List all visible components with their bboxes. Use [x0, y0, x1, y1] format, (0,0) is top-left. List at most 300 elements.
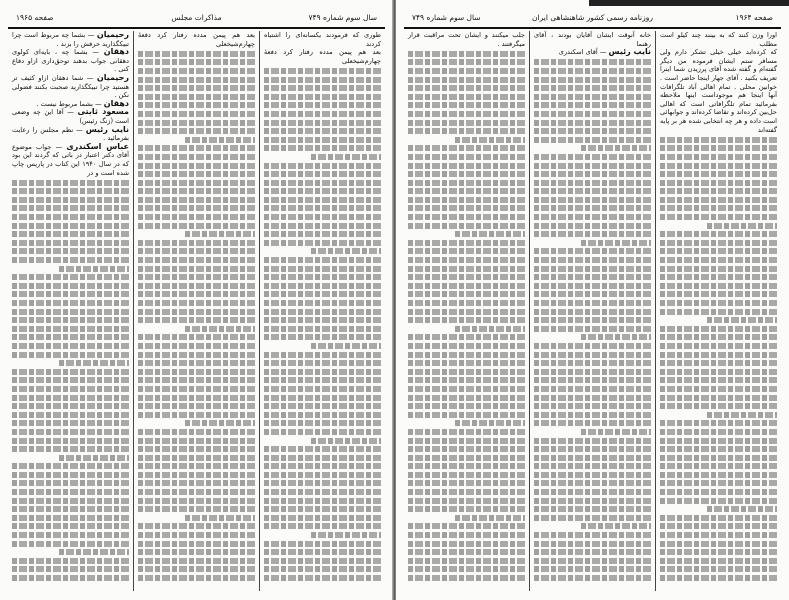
illegible-text-line: [12, 205, 129, 211]
illegible-text-line: [264, 317, 381, 323]
illegible-text-line: [534, 120, 651, 126]
illegible-text-line: [707, 317, 777, 323]
illegible-text-line: [408, 309, 525, 315]
illegible-text-line: [264, 403, 381, 409]
illegible-text-line: [264, 85, 381, 91]
illegible-text-line: [408, 94, 525, 100]
illegible-text-line: [408, 257, 525, 263]
header-rule: [8, 27, 385, 29]
illegible-text-line: [138, 412, 255, 418]
illegible-text-line: [408, 369, 525, 375]
columns: [8, 31, 385, 591]
illegible-text-line: [264, 369, 381, 375]
illegible-text-line: [660, 446, 777, 452]
illegible-text-line: [660, 352, 777, 358]
paragraph-text: نظم مجلس را رعایت بفرمائید .: [12, 125, 129, 143]
illegible-text-line: [264, 197, 381, 203]
illegible-text-line: [581, 429, 651, 435]
illegible-text-line: [12, 214, 129, 220]
illegible-text-line: [138, 532, 255, 538]
illegible-text-line: [408, 403, 525, 409]
illegible-text-line: [408, 291, 525, 297]
illegible-text-line: [408, 532, 525, 538]
illegible-text-line: [660, 523, 777, 529]
illegible-text-line: [660, 180, 777, 186]
illegible-text-line: [660, 214, 777, 220]
illegible-text-line: [138, 566, 255, 572]
illegible-text-line: [12, 420, 129, 426]
illegible-text-line: [408, 412, 525, 418]
paragraph-text: آقای اسکندری: [558, 48, 598, 57]
illegible-text-line: [138, 317, 255, 323]
columns: [404, 31, 781, 591]
illegible-text-line: [408, 111, 525, 117]
illegible-text-line: [12, 532, 129, 538]
paragraph: نایب رئیس — نظم مجلس را رعایت بفرمائید .: [12, 124, 129, 143]
illegible-text-line: [12, 223, 129, 229]
illegible-text-line: [408, 343, 525, 349]
illegible-text-line: [264, 575, 381, 581]
illegible-text-line: [660, 532, 777, 538]
illegible-text-line: [138, 506, 255, 512]
illegible-text-line: [12, 489, 129, 495]
speaker-name: دهقان: [103, 98, 129, 108]
illegible-text-line: [12, 240, 129, 246]
illegible-text-line: [12, 412, 129, 418]
text-column: [8, 31, 133, 591]
illegible-text-line: [534, 154, 651, 160]
illegible-text-line: [264, 377, 381, 383]
illegible-text-line: [12, 575, 129, 581]
text-column: [259, 31, 385, 591]
illegible-text-line: [534, 506, 651, 512]
illegible-text-line: [264, 163, 381, 169]
illegible-text-line: [264, 480, 381, 486]
illegible-text-line: [660, 248, 777, 254]
illegible-text-line: [138, 205, 255, 211]
illegible-text-line: [311, 532, 381, 538]
illegible-text-line: [12, 343, 129, 349]
illegible-text-line: [264, 420, 381, 426]
speaker-name: عباس اسکندری: [66, 141, 129, 151]
illegible-text-line: [138, 360, 255, 366]
illegible-text-line: [534, 248, 651, 254]
illegible-text-line: [660, 480, 777, 486]
illegible-text-line: [455, 326, 525, 332]
illegible-text-line: [138, 489, 255, 495]
illegible-text-line: [138, 395, 255, 401]
illegible-text-line: [408, 128, 525, 134]
illegible-text-line: [138, 223, 255, 229]
illegible-text-line: [455, 137, 525, 143]
illegible-text-line: [408, 541, 525, 547]
illegible-text-line: [138, 51, 255, 57]
illegible-text-line: [660, 566, 777, 572]
text-column: [133, 31, 259, 591]
illegible-text-line: [264, 515, 381, 521]
illegible-text-line: [264, 541, 381, 547]
page-number: صفحه ۱۹۶۵: [16, 13, 54, 22]
illegible-text-line: [138, 266, 255, 272]
illegible-text-line: [660, 463, 777, 469]
illegible-text-line: [12, 515, 129, 521]
illegible-text-line: [264, 68, 381, 74]
illegible-text-line: [138, 111, 255, 117]
illegible-text-line: [660, 386, 777, 392]
illegible-text-line: [660, 326, 777, 332]
illegible-text-line: [264, 137, 381, 143]
illegible-text-line: [660, 283, 777, 289]
illegible-text-line: [311, 438, 381, 444]
illegible-text-line: [707, 412, 777, 418]
illegible-text-line: [408, 223, 525, 229]
paragraph: رحیمیان — بشما چه مربوط است چرا تبیکگذارید حرفش را بزند .: [12, 30, 129, 48]
illegible-text-line: [534, 412, 651, 418]
illegible-text-line: [707, 223, 777, 229]
illegible-text-line: [534, 214, 651, 220]
paragraph-text: اورا وزن کنند که به بینند چند کیلو است مطلب: [660, 31, 777, 48]
illegible-text-line: [534, 188, 651, 194]
illegible-text-line: [408, 283, 525, 289]
text-column: [655, 31, 781, 591]
illegible-text-line: [264, 506, 381, 512]
illegible-text-line: [138, 438, 255, 444]
illegible-text-line: [138, 541, 255, 547]
illegible-text-line: [264, 326, 381, 332]
paragraph-text: بعد هم پیمن مدده رفتار کرد دفعهٔ چهارم‌شیخعلی: [138, 31, 255, 48]
illegible-text-line: [138, 558, 255, 564]
paragraph-text: که کرده‌اید خیلی خیلی تشکر دارم ولی مسافر ستم ایشان فرموده من دیگر گفته‌ام و گفته شده آقای پرزیدن شما اینرا تعریف بکنید . آقای جهار اینجا حاضر است . خوانین محلی . تمام اهالی آباد تلگرافات آنها اینجا هم موجوداست اینها ملاحظه بفرمائید تمام تلگرافاتی است که اهالی حل‌بین کرده‌اند و تقاضا کرده‌اند و جوابهائی است داده و هر چه انتخابی شده هر بر پایه گفته‌اند: [660, 48, 777, 134]
illegible-text-line: [660, 291, 777, 297]
illegible-text-line: [534, 575, 651, 581]
illegible-text-line: [660, 171, 777, 177]
speaker-name: نایب رئیس: [608, 47, 651, 57]
illegible-text-line: [534, 205, 651, 211]
speaker-name: مسعود ثابتی: [77, 107, 129, 117]
illegible-text-line: [660, 343, 777, 349]
illegible-text-line: [408, 429, 525, 435]
page-header: [404, 11, 781, 25]
illegible-text-line: [660, 438, 777, 444]
text-column: [529, 31, 655, 591]
left-page: [0, 0, 393, 600]
illegible-text-line: [138, 446, 255, 452]
illegible-text-line: [264, 566, 381, 572]
illegible-text-line: [138, 549, 255, 555]
illegible-text-line: [408, 566, 525, 572]
illegible-text-line: [455, 515, 525, 521]
illegible-text-line: [534, 352, 651, 358]
illegible-text-line: [534, 180, 651, 186]
illegible-text-line: [12, 463, 129, 469]
illegible-text-line: [660, 558, 777, 564]
illegible-text-line: [264, 386, 381, 392]
illegible-text-line: [660, 137, 777, 143]
header-rule: [404, 27, 781, 29]
illegible-text-line: [660, 309, 777, 315]
illegible-text-line: [138, 334, 255, 340]
illegible-text-line: [264, 463, 381, 469]
illegible-text-line: [534, 455, 651, 461]
illegible-text-line: [408, 154, 525, 160]
illegible-text-line: [534, 377, 651, 383]
illegible-text-line: [138, 120, 255, 126]
illegible-text-line: [534, 274, 651, 280]
illegible-text-line: [59, 360, 129, 366]
paragraph: رحیمیان — شما دهقان ازاو کثیف تر هستید چرا تبیکگذارید صحبت بکنند فضولی نکن .: [12, 72, 129, 100]
paragraph-text: بشما چه ، بایه‌ای کولوی دهقانی جواب بدهند توحق‌داری ازاو دفاع کنی .: [12, 48, 129, 74]
illegible-text-line: [264, 231, 381, 237]
illegible-text-line: [660, 240, 777, 246]
paragraph-text: جواب موضوع آقای دکتر اعتبار در باتی که گردند این بود که در سال ۱۹۴۰ این کتاب در پاریس چاپ شده است و در: [12, 142, 129, 177]
illegible-text-line: [408, 317, 525, 323]
illegible-text-line: [138, 171, 255, 177]
illegible-text-line: [660, 420, 777, 426]
illegible-text-line: [534, 386, 651, 392]
illegible-text-line: [408, 68, 525, 74]
illegible-text-line: [408, 395, 525, 401]
illegible-text-line: [12, 231, 129, 237]
illegible-text-line: [264, 266, 381, 272]
illegible-text-line: [264, 240, 381, 246]
illegible-text-line: [534, 137, 651, 143]
illegible-text-line: [581, 523, 651, 529]
illegible-text-line: [138, 403, 255, 409]
illegible-text-line: [264, 171, 381, 177]
illegible-text-line: [660, 274, 777, 280]
illegible-text-line: [264, 558, 381, 564]
illegible-text-line: [138, 480, 255, 486]
illegible-text-line: [707, 506, 777, 512]
illegible-text-line: [138, 377, 255, 383]
illegible-text-line: [264, 102, 381, 108]
illegible-text-line: [408, 102, 525, 108]
illegible-text-line: [408, 352, 525, 358]
illegible-text-line: [534, 566, 651, 572]
illegible-text-line: [264, 188, 381, 194]
illegible-text-line: [12, 566, 129, 572]
illegible-text-line: [408, 171, 525, 177]
speaker-name: رحیمیان: [96, 72, 129, 82]
illegible-text-line: [138, 472, 255, 478]
illegible-text-line: [12, 558, 129, 564]
illegible-text-line: [534, 163, 651, 169]
illegible-text-line: [408, 188, 525, 194]
illegible-text-line: [138, 59, 255, 65]
illegible-text-line: [12, 300, 129, 306]
illegible-text-line: [408, 558, 525, 564]
illegible-text-line: [581, 240, 651, 246]
illegible-text-line: [264, 257, 381, 263]
illegible-text-line: [264, 77, 381, 83]
illegible-text-line: [534, 111, 651, 117]
illegible-text-line: [660, 395, 777, 401]
illegible-text-line: [534, 171, 651, 177]
illegible-text-line: [138, 102, 255, 108]
illegible-text-line: [534, 326, 651, 332]
illegible-text-line: [408, 463, 525, 469]
illegible-text-line: [12, 334, 129, 340]
illegible-text-line: [408, 300, 525, 306]
illegible-text-line: [264, 395, 381, 401]
illegible-text-line: [59, 549, 129, 555]
illegible-text-line: [660, 145, 777, 151]
illegible-text-line: [59, 266, 129, 272]
illegible-text-line: [408, 180, 525, 186]
illegible-text-line: [12, 188, 129, 194]
illegible-text-line: [408, 386, 525, 392]
illegible-text-line: [408, 498, 525, 504]
illegible-text-line: [534, 558, 651, 564]
illegible-text-line: [660, 188, 777, 194]
illegible-text-line: [264, 120, 381, 126]
illegible-text-line: [534, 266, 651, 272]
illegible-text-line: [264, 429, 381, 435]
illegible-text-line: [660, 369, 777, 375]
illegible-text-line: [534, 309, 651, 315]
illegible-text-line: [12, 180, 129, 186]
illegible-text-line: [534, 360, 651, 366]
illegible-text-line: [138, 352, 255, 358]
illegible-text-line: [12, 309, 129, 315]
illegible-text-line: [264, 145, 381, 151]
illegible-text-line: [264, 498, 381, 504]
illegible-text-line: [12, 377, 129, 383]
section-title: روزنامه رسمی کشور شاهنشاهی ایران: [532, 13, 653, 22]
illegible-text-line: [12, 197, 129, 203]
illegible-text-line: [138, 68, 255, 74]
illegible-text-line: [408, 523, 525, 529]
illegible-text-line: [581, 145, 651, 151]
paragraph: [534, 31, 651, 48]
illegible-text-line: [534, 403, 651, 409]
illegible-text-line: [264, 334, 381, 340]
illegible-text-line: [408, 472, 525, 478]
text-column: [404, 31, 529, 591]
illegible-text-line: [12, 480, 129, 486]
illegible-text-line: [660, 541, 777, 547]
illegible-text-line: [138, 455, 255, 461]
illegible-text-line: [534, 489, 651, 495]
speaker-name: دهقان: [103, 47, 129, 57]
illegible-text-line: [12, 403, 129, 409]
paragraph-text: جلب میکنند و ایشان تحت مراقبت قرار میگرفتند .: [408, 31, 525, 48]
paragraph: دهقان — بشما مربوط نیست .: [36, 98, 129, 108]
illegible-text-line: [408, 163, 525, 169]
illegible-text-line: [534, 223, 651, 229]
illegible-text-line: [138, 523, 255, 529]
illegible-text-line: [12, 386, 129, 392]
illegible-text-line: [12, 248, 129, 254]
illegible-text-line: [534, 472, 651, 478]
illegible-text-line: [534, 343, 651, 349]
illegible-text-line: [264, 360, 381, 366]
paragraph-text: شما دهقان ازاو کثیف تر هستید چرا تبیکگذارید صحبت بکنند فضولی نکن .: [12, 73, 129, 100]
illegible-text-line: [408, 549, 525, 555]
illegible-text-line: [408, 489, 525, 495]
illegible-text-line: [660, 498, 777, 504]
illegible-text-line: [138, 343, 255, 349]
paragraph: [660, 31, 777, 48]
illegible-text-line: [408, 205, 525, 211]
paragraph-text: بعد هم پیمن مدده رفتار کرد دفعهٔ چهارم‌شیخعلی: [264, 48, 381, 65]
illegible-text-line: [534, 300, 651, 306]
paragraph-text: بشما مربوط نیست .: [36, 99, 93, 108]
illegible-text-line: [138, 300, 255, 306]
illegible-text-line: [12, 446, 129, 452]
paragraph: [660, 48, 777, 134]
illegible-text-line: [264, 523, 381, 529]
paragraph: نایب رئیس — آقای اسکندری: [558, 47, 651, 57]
illegible-text-line: [660, 334, 777, 340]
illegible-text-line: [660, 403, 777, 409]
illegible-text-line: [534, 317, 651, 323]
illegible-text-line: [185, 326, 255, 332]
illegible-text-line: [408, 120, 525, 126]
illegible-text-line: [264, 309, 381, 315]
illegible-text-line: [660, 515, 777, 521]
illegible-text-line: [138, 274, 255, 280]
illegible-text-line: [264, 412, 381, 418]
illegible-text-line: [138, 154, 255, 160]
illegible-text-line: [264, 455, 381, 461]
illegible-text-line: [408, 51, 525, 57]
illegible-text-line: [12, 369, 129, 375]
speaker-name: نایب رئیس: [85, 124, 129, 134]
illegible-text-line: [12, 326, 129, 332]
illegible-text-line: [311, 343, 381, 349]
illegible-text-line: [660, 575, 777, 581]
illegible-text-line: [138, 575, 255, 581]
page-header: [8, 11, 385, 25]
illegible-text-line: [534, 68, 651, 74]
illegible-text-line: [264, 205, 381, 211]
illegible-text-line: [264, 352, 381, 358]
illegible-text-line: [660, 197, 777, 203]
illegible-text-line: [264, 111, 381, 117]
illegible-text-line: [660, 163, 777, 169]
paragraph: عباس اسکندری — جواب موضوع آقای دکتر اعتبار در باتی که گردند این بود که در سال ۱۹۴۰ این کتاب در پاریس چاپ شده است و در: [12, 141, 129, 177]
illegible-text-line: [660, 231, 777, 237]
illegible-text-line: [408, 438, 525, 444]
illegible-text-line: [264, 291, 381, 297]
illegible-text-line: [138, 85, 255, 91]
illegible-text-line: [138, 180, 255, 186]
illegible-text-line: [185, 231, 255, 237]
illegible-text-line: [408, 197, 525, 203]
illegible-text-line: [138, 369, 255, 375]
paragraph-text: خانه آنوقت ایشان آقایان بودند ، آقای رهنما: [534, 31, 651, 48]
illegible-text-line: [311, 248, 381, 254]
illegible-text-line: [534, 77, 651, 83]
illegible-text-line: [408, 145, 525, 151]
illegible-text-line: [264, 274, 381, 280]
illegible-text-line: [534, 549, 651, 555]
illegible-text-line: [12, 274, 129, 280]
illegible-text-line: [138, 309, 255, 315]
illegible-text-line: [534, 128, 651, 134]
illegible-text-line: [185, 515, 255, 521]
illegible-text-line: [408, 334, 525, 340]
illegible-text-line: [534, 438, 651, 444]
paragraph: [264, 48, 381, 65]
illegible-text-line: [660, 360, 777, 366]
issue-number: سال سوم شماره ۷۴۹: [308, 13, 377, 22]
illegible-text-line: [534, 197, 651, 203]
illegible-text-line: [660, 549, 777, 555]
illegible-text-line: [185, 420, 255, 426]
illegible-text-line: [138, 291, 255, 297]
